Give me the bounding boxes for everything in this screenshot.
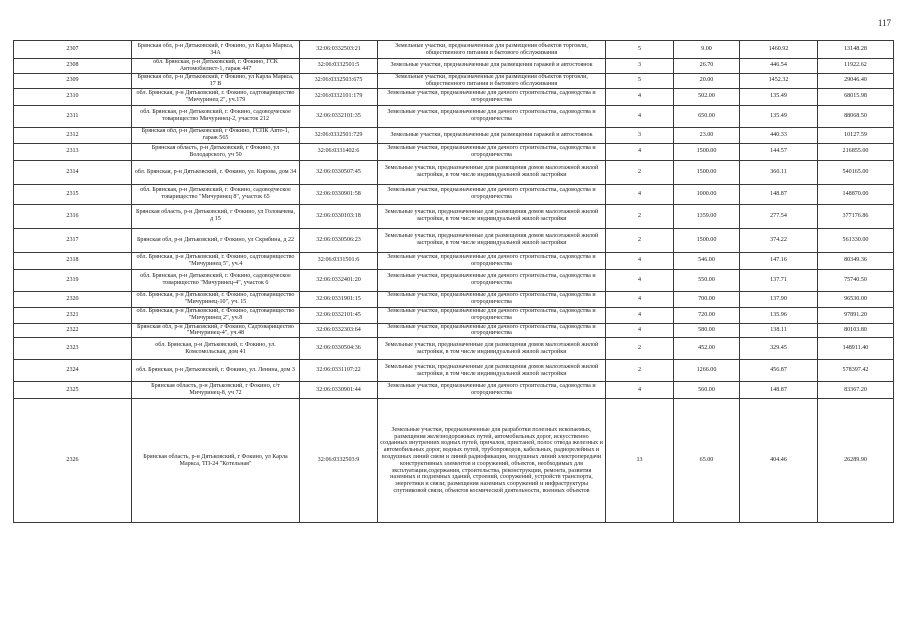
cadastral-number-cell: 32:06:0330507:45 [300, 160, 378, 184]
row-number: 2323 [14, 338, 132, 360]
table-row [14, 204, 894, 228]
land-use-cell: Земельные участки, предназначенные для дачного строительства, садоводства и огородничества [378, 184, 606, 204]
land-use-cell: Земельные участки, предназначенные для дачного строительства, садоводства и огородничества [378, 143, 606, 160]
specific-value-cell: 144.57 [740, 143, 818, 160]
group-cell: 2 [606, 360, 674, 382]
area-cell: 452.00 [674, 338, 740, 360]
address-cell: Брянская область, р-н Дятьковский, г Фокино, ул Головачева, д 15 [132, 204, 300, 228]
area-cell: 1000.00 [674, 184, 740, 204]
cadastral-value-cell: 540165.00 [818, 160, 894, 184]
cadastral-number-cell: 32:06:0331402:6 [300, 143, 378, 160]
table-row [14, 184, 894, 204]
specific-value-cell: 329.45 [740, 338, 818, 360]
land-use-cell: Земельные участки, предназначенные для размещения домов малоэтажной жилой застройки, в том числе индивидуальной жилой застройки [378, 228, 606, 252]
address-cell: обл. Брянская, р-н Дятьковский, г. Фокино, садтоварищество "Мичуринец 2", уч.8 [132, 307, 300, 323]
area-cell: 700.00 [674, 291, 740, 307]
cadastral-number-cell: 32:06:0332503:21 [300, 41, 378, 59]
land-use-cell: Земельные участки, предназначенные для дачного строительства, садоводства и огородничества [378, 252, 606, 269]
row-number: 2313 [14, 143, 132, 160]
group-cell: 2 [606, 160, 674, 184]
address-cell: обл. Брянская, р-н Дятьковский, г. Фокино, ул. Кирова, дом 34 [132, 160, 300, 184]
land-use-cell: Земельные участки, предназначенные для размещения объектов торговли, общественного питания и бытового обслуживания [378, 41, 606, 59]
table-row [14, 73, 894, 88]
row-number: 2311 [14, 105, 132, 127]
cadastral-number-cell: 32:06:0331501:6 [300, 252, 378, 269]
cadastral-value-cell: 83367.20 [818, 382, 894, 399]
specific-value-cell: 456.87 [740, 360, 818, 382]
area-cell: 20.00 [674, 73, 740, 88]
land-use-cell: Земельные участки, предназначенные для дачного строительства, садоводства и огородничества [378, 88, 606, 105]
row-number: 2315 [14, 184, 132, 204]
land-use-cell: Земельные участки, предназначенные для размещения домов малоэтажной жилой застройки, в том числе индивидуальной жилой застройки [378, 204, 606, 228]
specific-value-cell: 404.46 [740, 399, 818, 523]
cadastral-value-cell: 561330.00 [818, 228, 894, 252]
area-cell: 550.00 [674, 269, 740, 291]
table-row [14, 338, 894, 360]
cadastral-number-cell: 32:06:0330506:23 [300, 228, 378, 252]
group-cell: 5 [606, 73, 674, 88]
row-number: 2322 [14, 323, 132, 338]
cadastral-number-cell: 32:06:0330901:58 [300, 184, 378, 204]
land-use-cell: Земельные участки, предназначенные для дачного строительства, садоводства и огородничества [378, 291, 606, 307]
area-cell: 1500.00 [674, 160, 740, 184]
cadastral-value-cell: 68015.98 [818, 88, 894, 105]
cadastral-value-cell: 96530.00 [818, 291, 894, 307]
row-number: 2324 [14, 360, 132, 382]
table-row [14, 323, 894, 338]
table-row [14, 382, 894, 399]
cadastral-number-cell: 32:06:0332501:5 [300, 59, 378, 74]
address-cell: обл. Брянская, р-н Дятьковский, г. Фокино, ул. Ленина, дом 3 [132, 360, 300, 382]
land-use-cell: Земельные участки, предназначенные для разработки полезных ископаемых, размещения железнодорожных путей, автомобильных дорог, искусственно созданных внутренних водных путей, причалов, пристаней, полос отвода железных и автомобильных дорог, водных путей, трубопроводов, кабельных, радиорелейных и воздушных линий связи и линий радиофикации, воздушных линий электропередачи конструктивных элементов и сооружений, объектов, необходимых для эксплуатации,содержания, строительства, реконструкции, ремонта, развития наземных и подземных зданий, строений, сооружений, устройств транспорта, энергетики и связи; размещения наземных сооружений и инфраструктуры спутниковой связи, объектов космической деятельности, военных объектов [378, 399, 606, 523]
table-row [14, 399, 894, 523]
land-use-cell: Земельные участки, предназначенные для размещения домов малоэтажной жилой застройки, в том числе индивидуальной жилой застройки [378, 338, 606, 360]
cadastral-value-cell: 29046.40 [818, 73, 894, 88]
table-row [14, 252, 894, 269]
area-cell: 26.70 [674, 59, 740, 74]
cadastral-value-cell: 13148.28 [818, 41, 894, 59]
area-cell: 560.00 [674, 382, 740, 399]
table-row [14, 269, 894, 291]
group-cell: 4 [606, 252, 674, 269]
row-number: 2319 [14, 269, 132, 291]
specific-value-cell: 135.49 [740, 88, 818, 105]
cadastral-number-cell: 32:06:0332503:675 [300, 73, 378, 88]
cadastral-number-cell: 32:06:0332401:20 [300, 269, 378, 291]
cadastral-number-cell: 32:06:0332101:179 [300, 88, 378, 105]
cadastral-value-cell: 377176.86 [818, 204, 894, 228]
row-number: 2325 [14, 382, 132, 399]
address-cell: Брянская область, р-н Дятьковский, г Фокино, ул Карла Маркса, ТП-24 "Котельная" [132, 399, 300, 523]
address-cell: обл. Брянская, р-н Дятьковский, г. Фокино, ГСК Автомобилист-1, гараж 447 [132, 59, 300, 74]
address-cell: обл. Брянская, р-н Дятьковский, г. Фокино, садтоварищество "Мичуринец 2", уч.179 [132, 88, 300, 105]
land-use-cell: Земельные участки, предназначенные для дачного строительства, садоводства и огородничества [378, 105, 606, 127]
group-cell: 4 [606, 143, 674, 160]
cadastral-number-cell: 32:06:0330103:18 [300, 204, 378, 228]
row-number: 2326 [14, 399, 132, 523]
group-cell: 4 [606, 382, 674, 399]
cadastral-value-table [13, 40, 894, 523]
cadastral-value-cell: 75740.50 [818, 269, 894, 291]
group-cell: 4 [606, 291, 674, 307]
address-cell: Брянская обл, р-н Дятьковский, г Фокино, Садтоварищество "Мичуринец-4", уч.48 [132, 323, 300, 338]
specific-value-cell: 446.54 [740, 59, 818, 74]
area-cell: 546.00 [674, 252, 740, 269]
row-number: 2316 [14, 204, 132, 228]
land-use-cell: Земельные участки, предназначенные для размещения гаражей и автостоянок [378, 127, 606, 143]
group-cell: 4 [606, 269, 674, 291]
group-cell: 2 [606, 338, 674, 360]
group-cell: 2 [606, 204, 674, 228]
row-number: 2309 [14, 73, 132, 88]
group-cell: 4 [606, 323, 674, 338]
specific-value-cell: 374.22 [740, 228, 818, 252]
area-cell: 580.00 [674, 323, 740, 338]
specific-value-cell: 360.11 [740, 160, 818, 184]
cadastral-number-cell: 32:06:0331901:15 [300, 291, 378, 307]
group-cell: 4 [606, 105, 674, 127]
row-number: 2307 [14, 41, 132, 59]
cadastral-value-cell: 578397.42 [818, 360, 894, 382]
specific-value-cell: 1460.92 [740, 41, 818, 59]
area-cell: 720.00 [674, 307, 740, 323]
specific-value-cell: 147.16 [740, 252, 818, 269]
area-cell: 1359.00 [674, 204, 740, 228]
address-cell: обл. Брянская, р-н Дятьковский, г. Фокино, ул. Комсомольская, дом 41 [132, 338, 300, 360]
row-number: 2314 [14, 160, 132, 184]
row-number: 2310 [14, 88, 132, 105]
address-cell: обл. Брянская, р-н Дятьковский, г. Фокино, садтоварищество "Мичуринец 5", уч.4 [132, 252, 300, 269]
area-cell: 1500.00 [674, 228, 740, 252]
land-use-cell: Земельные участки, предназначенные для размещения домов малоэтажной жилой застройки, в том числе индивидуальной жилой застройки [378, 360, 606, 382]
page-number: 117 [877, 18, 891, 28]
cadastral-number-cell: 32:06:0332101:45 [300, 307, 378, 323]
row-number: 2312 [14, 127, 132, 143]
table-row [14, 307, 894, 323]
table-row [14, 160, 894, 184]
land-use-cell: Земельные участки, предназначенные для дачного строительства, садоводства и огородничества [378, 269, 606, 291]
table-row [14, 105, 894, 127]
address-cell: Брянская обл, р-н Дятьковский, г Фокино, ул Скрябина, д 22 [132, 228, 300, 252]
land-use-cell: Земельные участки, предназначенные для дачного строительства, садоводства и огородничества [378, 323, 606, 338]
cadastral-number-cell: 32:06:0330901:44 [300, 382, 378, 399]
group-cell: 4 [606, 307, 674, 323]
table-row [14, 228, 894, 252]
group-cell: 5 [606, 41, 674, 59]
cadastral-number-cell: 32:06:0332101:35 [300, 105, 378, 127]
cadastral-value-cell: 10127.59 [818, 127, 894, 143]
land-use-cell: Земельные участки, предназначенные для размещения домов малоэтажной жилой застройки, в том числе индивидуальной жилой застройки [378, 160, 606, 184]
specific-value-cell: 440.33 [740, 127, 818, 143]
cadastral-value-cell: 148911.40 [818, 338, 894, 360]
cadastral-value-cell: 80349.36 [818, 252, 894, 269]
row-number: 2308 [14, 59, 132, 74]
group-cell: 13 [606, 399, 674, 523]
specific-value-cell: 148.87 [740, 382, 818, 399]
table-row [14, 143, 894, 160]
address-cell: Брянская область, р-н Дятьковский, г Фокино, с/т Мичуринец-8, уч 72 [132, 382, 300, 399]
cadastral-value-cell: 11922.62 [818, 59, 894, 74]
cadastral-number-cell: 32:06:0330504:36 [300, 338, 378, 360]
address-cell: Брянская область, р-н Дятьковский, г Фокино, ул Володарского, уч 50 [132, 143, 300, 160]
group-cell: 4 [606, 88, 674, 105]
land-use-cell: Земельные участки, предназначенные для дачного строительства, садоводства и огородничества [378, 382, 606, 399]
group-cell: 3 [606, 59, 674, 74]
specific-value-cell: 1452.32 [740, 73, 818, 88]
specific-value-cell: 137.71 [740, 269, 818, 291]
table-row [14, 360, 894, 382]
area-cell: 1266.00 [674, 360, 740, 382]
specific-value-cell: 148.87 [740, 184, 818, 204]
table-row [14, 59, 894, 74]
table-row [14, 291, 894, 307]
row-number: 2321 [14, 307, 132, 323]
row-number: 2318 [14, 252, 132, 269]
cadastral-value-cell: 148870.00 [818, 184, 894, 204]
land-use-cell: Земельные участки, предназначенные для дачного строительства, садоводства и огородничества [378, 307, 606, 323]
area-cell: 650.00 [674, 105, 740, 127]
area-cell: 23.00 [674, 127, 740, 143]
land-use-cell: Земельные участки, предназначенные для размещения гаражей и автостоянок [378, 59, 606, 74]
address-cell: обл. Брянская, р-н Дятьковский, г. Фокино, садоводческое товарищество "Мичуринец 8", участок 65 [132, 184, 300, 204]
cadastral-value-cell: 88068.50 [818, 105, 894, 127]
land-use-cell: Земельные участки, предназначенные для размещения объектов торговли, общественного питания и бытового обслуживания [378, 73, 606, 88]
address-cell: обл. Брянская, р-н Дятьковский, г. Фокино, садоводческое товарищество Мичуринец-2, участок 212 [132, 105, 300, 127]
table-row [14, 127, 894, 143]
area-cell: 65.00 [674, 399, 740, 523]
area-cell: 1500.00 [674, 143, 740, 160]
row-number: 2317 [14, 228, 132, 252]
group-cell: 2 [606, 228, 674, 252]
cadastral-number-cell: 32:06:0331107:22 [300, 360, 378, 382]
cadastral-number-cell: 32:06:0332503:9 [300, 399, 378, 523]
group-cell: 3 [606, 127, 674, 143]
cadastral-number-cell: 32:06:0332501:729 [300, 127, 378, 143]
specific-value-cell: 137.90 [740, 291, 818, 307]
group-cell: 4 [606, 184, 674, 204]
area-cell: 502.00 [674, 88, 740, 105]
cadastral-value-cell: 26289.90 [818, 399, 894, 523]
specific-value-cell: 277.54 [740, 204, 818, 228]
table-row [14, 41, 894, 59]
address-cell: обл. Брянская, р-н Дятьковский, г. Фокино, садоводческое товарищество "Мичуринец-4", участок 6 [132, 269, 300, 291]
cadastral-number-cell: 32:06:0332303:64 [300, 323, 378, 338]
specific-value-cell: 135.96 [740, 307, 818, 323]
specific-value-cell: 135.49 [740, 105, 818, 127]
cadastral-value-cell: 97891.20 [818, 307, 894, 323]
table-row [14, 88, 894, 105]
row-number: 2320 [14, 291, 132, 307]
area-cell: 9.00 [674, 41, 740, 59]
cadastral-value-cell: 216855.00 [818, 143, 894, 160]
specific-value-cell: 138.11 [740, 323, 818, 338]
address-cell: Брянская обл, р-н Дятьковский, г Фокино, ул Карла Маркса, 34А [132, 41, 300, 59]
address-cell: Брянская обл, р-н Дятьковский, г Фокино, ул Карла Маркса, 17 В [132, 73, 300, 88]
address-cell: Брянская обл, р-н Дятьковский, г Фокино, ГСПК Авто-1, гараж 565 [132, 127, 300, 143]
address-cell: обл. Брянская, р-н Дятьковский, г. Фокино, садтоварищество "Мичуринец-10", уч. 15 [132, 291, 300, 307]
cadastral-value-cell: 80103.80 [818, 323, 894, 338]
